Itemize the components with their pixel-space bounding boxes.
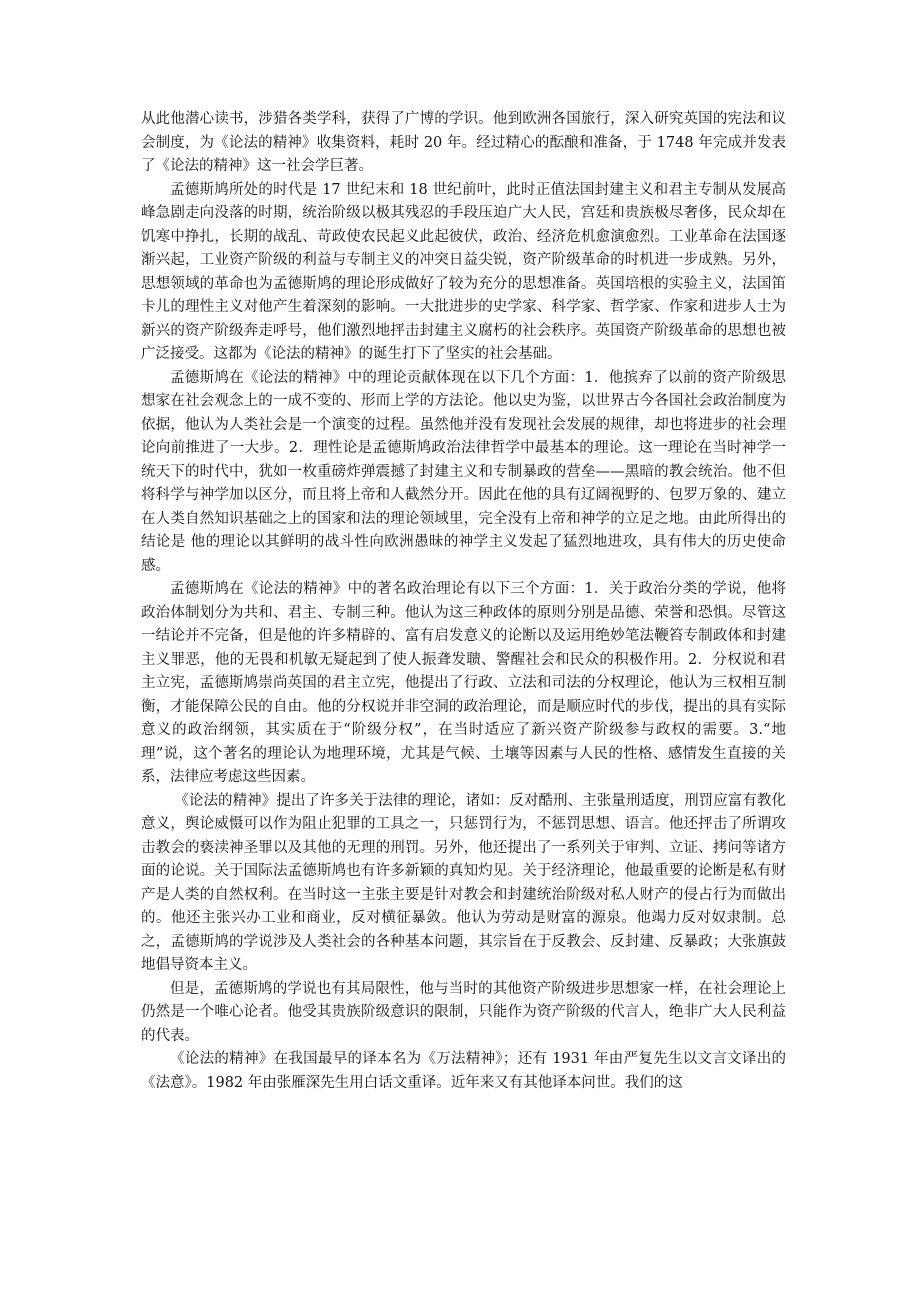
paragraph-historical-background: 孟德斯鸠所处的时代是 17 世纪末和 18 世纪前叶，此时正值法国封建主义和君主专制从发展高峰急剧走向没落的时期，统治阶级以极其残忍的手段压迫广大人民，宫廷和贵族极尽奢侈，民众却在饥寒中挣扎，长期的战乱、苛政使农民起义此起彼伏，政治、经济危机愈演愈烈。工业革命在法国逐渐兴起，工业资产阶级的利益与专制主义的冲突日益尖锐，资产阶级革命的时机进一步成熟。另外，思想领域的革命也为孟德斯鸠的理论形成做好了较为充分的思想准备。英国培根的实验主义，法国笛卡儿的理性主义对他产生着深刻的影响。一大批进步的史学家、科学家、哲学家、作家和进步人士为新兴的资产阶级奔走呼号，他们激烈地抨击封建主义腐朽的社会秩序。英国资产阶级革命的思想也被广泛接受。这都为《论法的精神》的诞生打下了坚实的社会基础。 bbox=[141, 181, 786, 362]
paragraph-translations: 《论法的精神》在我国最早的译本名为《万法精神》；还有 1931 年由严复先生以文言文译出的《法意》。1982 年由张雁深先生用白话文重译。近年来又有其他译本问世。我们的这 bbox=[141, 1051, 786, 1091]
paragraph-political-theories: 孟德斯鸠在《论法的精神》中的著名政治理论有以下三个方面：1．关于政治分类的学说，他将政治体制划分为共和、君主、专制三种。他认为这三种政体的原则分别是品德、荣誉和恐惧。尽管这一结论并不完备，但是他的许多精辟的、富有启发意义的论断以及运用绝妙笔法鞭笞专制政体和封建主义罪恶，他的无畏和机敏无疑起到了使人振聋发聩、警醒社会和民众的积极作用。2．分权说和君主立宪，孟德斯鸠崇尚英国的君主立宪，他提出了行政、立法和司法的分权理论，他认为三权相互制衡，才能保障公民的自由。他的分权说并非空洞的政治理论，而是顺应时代的步伐，提出的具有实际意义的政治纲领，其实质在于“阶级分权”，在当时适应了新兴资产阶级参与政权的需要。3.“地理”说，这个著名的理论认为地理环境，尤其是气候、土壤等因素与人民的性格、感情发生直接的关系，法律应考虑这些因素。 bbox=[141, 581, 786, 785]
paragraph-theoretical-contributions: 孟德斯鸠在《论法的精神》中的理论贡献体现在以下几个方面：1．他摈弃了以前的资产阶级思想家在社会观念上的一成不变的、形而上学的方法论。他以史为鉴，以世界古今各国社会政治制度为依据，他认为人类社会是一个演变的过程。虽然他并没有发现社会发展的规律，却也将进步的社会理论向前推进了一大步。2．理性论是孟德斯鸠政治法律哲学中最基本的理论。这一理论在当时神学一统天下的时代中，犹如一枚重磅炸弹震撼了封建主义和专制暴政的营垒——黑暗的教会统治。他不但将科学与神学加以区分，而且将上帝和人截然分开。因此在他的具有辽阔视野的、包罗万象的、建立在人类自然知识基础之上的国家和法的理论领域里，完全没有上帝和神学的立足之地。由此所得出的结论是 他的理论以其鲜明的战斗性向欧洲愚昧的神学主义发起了猛烈地进攻，具有伟大的历史使命感。 bbox=[141, 369, 786, 574]
paragraph-intro-continued: 从此他潜心读书，涉猎各类学科，获得了广博的学识。他到欧洲各国旅行，深入研究英国的宪法和议会制度，为《论法的精神》收集资料，耗时 20 年。经过精心的酝酿和准备，于 1748 年完成并发表了《论法的精神》这一社会学巨著。 bbox=[141, 111, 786, 174]
paragraph-legal-theories: 《论法的精神》提出了许多关于法律的理论，诸如：反对酷刑、主张量刑适度，刑罚应富有教化意义，舆论威慑可以作为阻止犯罪的工具之一，只惩罚行为，不惩罚思想、语言。他还抨击了所谓攻击教会的亵渎神圣罪以及其他的无理的刑罚。另外，他还提出了一系列关于审判、立证、拷问等诸方面的论说。关于国际法孟德斯鸠也有许多新颖的真知灼见。关于经济理论，他最重要的论断是私有财产是人类的自然权利。在当时这一主张主要是针对教会和封建统治阶级对私人财产的侵占行为而做出的。他还主张兴办工业和商业，反对横征暴敛。他认为劳动是财富的源泉。他竭力反对奴隶制。总之，孟德斯鸠的学说涉及人类社会的各种基本问题，其宗旨在于反教会、反封建、反暴政；大张旗鼓地倡导资本主义。 bbox=[141, 792, 786, 973]
paragraph-limitations: 但是，孟德斯鸠的学说也有其局限性，他与当时的其他资产阶级进步思想家一样，在社会理论上仍然是一个唯心论者。他受其贵族阶级意识的限制，只能作为资产阶级的代言人，绝非广大人民利益的代表。 bbox=[141, 980, 786, 1044]
document-page bbox=[141, 108, 786, 1095]
